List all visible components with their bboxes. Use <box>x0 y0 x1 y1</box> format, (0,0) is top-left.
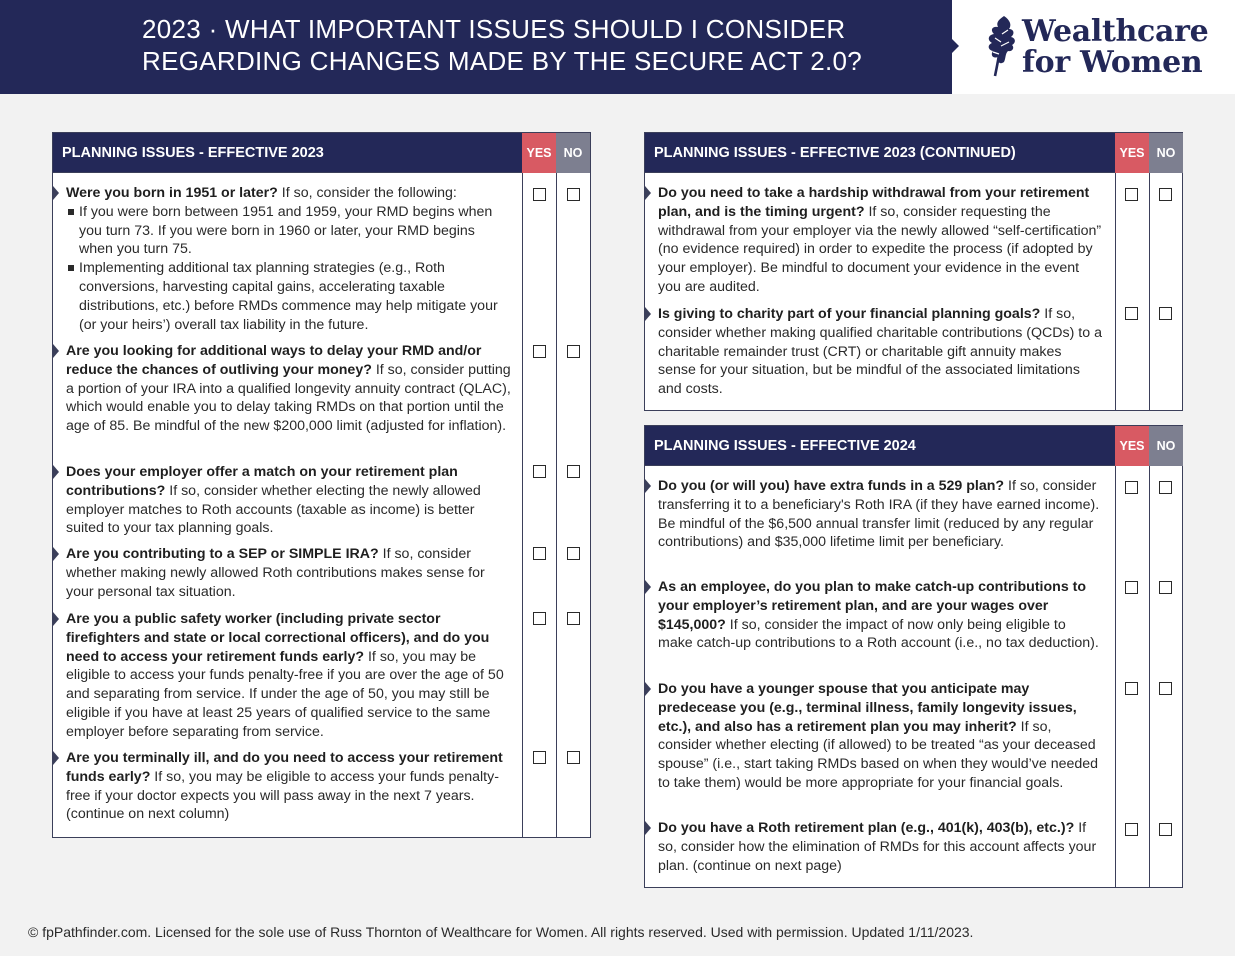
panel-effective-2023-continued <box>644 132 1183 411</box>
no-column-header: NO <box>1149 133 1183 173</box>
page-title-line-1: 2023 · WHAT IMPORTANT ISSUES SHOULD I CONSIDER <box>142 14 846 44</box>
question-arrow-icon <box>53 465 59 479</box>
question-hardship-withdrawal <box>658 184 1103 297</box>
yes-checkbox[interactable] <box>1125 823 1138 836</box>
question-heading: Are you looking for additional ways to delay your RMD and/or reduce the chances of outliving your money? <box>66 343 482 378</box>
column-divider <box>1149 173 1150 410</box>
yes-checkbox[interactable] <box>1125 481 1138 494</box>
column-divider <box>1115 173 1116 410</box>
question-public-safety-worker <box>66 610 511 742</box>
list-item: Implementing additional tax planning strategies (e.g., Roth conversions, harvesting capital gains, accelerating taxable distributions, etc.) before RMDs commence may help mitigate your (or your heirs’) overall tax liability in the future. <box>66 259 511 334</box>
question-text: If so, consider putting a portion of your IRA into a qualified longevity annuity contract (QLAC), which would enable you to delay taking RMDs on that portion until the age of 85. Be mindful of the new $200,000 limit (adjusted for inflation). <box>66 361 511 435</box>
question-arrow-icon <box>53 751 59 765</box>
question-heading: As an employee, do you plan to make catch-up contributions to your employer’s retirement plan, and are your wages over $145,000? <box>658 579 1087 633</box>
no-checkbox[interactable] <box>1159 188 1172 201</box>
column-divider <box>1115 466 1116 887</box>
panel-effective-2024 <box>644 425 1183 888</box>
yes-column-header: YES <box>522 133 556 173</box>
yes-column-header: YES <box>1115 133 1149 173</box>
question-employer-match <box>66 463 511 538</box>
question-text: If so, consider whether electing the newly allowed employer matches to Roth accounts (taxable as income) is better suited to your tax planning goals. <box>66 482 481 537</box>
yes-checkbox[interactable] <box>533 345 546 358</box>
question-arrow-icon <box>645 821 651 835</box>
panel-header <box>645 426 1182 466</box>
yes-checkbox[interactable] <box>1125 307 1138 320</box>
question-arrow-icon <box>645 682 651 696</box>
panel-title: PLANNING ISSUES - EFFECTIVE 2023 (CONTINUED) <box>654 145 1016 161</box>
question-catch-up-contributions <box>658 578 1103 653</box>
panel-title: PLANNING ISSUES - EFFECTIVE 2023 <box>62 145 324 161</box>
yes-checkbox[interactable] <box>533 188 546 201</box>
question-heading: Do you (or will you) have extra funds in a 529 plan? <box>658 478 1005 494</box>
header-arrow <box>952 39 959 53</box>
question-charity <box>658 305 1103 399</box>
logo-wordmark <box>1022 16 1208 78</box>
question-text: If so, consider the impact of now only being eligible to make catch-up contributions to a Roth account (i.e., no tax deduction). <box>658 616 1099 652</box>
question-text: If so, consider requesting the withdrawal from your employer via the newly allowed “self-certification” (no evidence required) in order to expedite the process (if adopted by your employer). Be mindful to document your evidence in the event you are audited. <box>658 203 1102 295</box>
question-text: If so, consider whether making newly allowed Roth contributions makes sense for your personal tax situation. <box>66 546 485 600</box>
oak-leaf-icon <box>984 14 1020 80</box>
question-arrow-icon <box>645 307 651 321</box>
question-heading: Do you have a younger spouse that you anticipate may predecease you (e.g., terminal illness, family longevity issues, etc.), and also has a retirement plan you may inherit? <box>658 681 1077 735</box>
no-column-header: NO <box>556 133 590 173</box>
question-text: If so, consider whether electing (if allowed) to be treated “as your deceased spouse” (i.e., start taking RMDs based on when they would’ve needed to take them) would be more appropriate for your financial goals. <box>658 718 1099 791</box>
question-arrow-icon <box>53 344 59 358</box>
question-arrow-icon <box>53 547 59 561</box>
yes-checkbox[interactable] <box>1125 581 1138 594</box>
yes-checkbox[interactable] <box>533 465 546 478</box>
no-checkbox[interactable] <box>1159 581 1172 594</box>
page-header <box>0 0 1235 94</box>
company-logo <box>984 12 1224 82</box>
question-heading: Are you terminally ill, and do you need to access your retirement funds early? <box>66 750 503 785</box>
no-checkbox[interactable] <box>1159 823 1172 836</box>
no-checkbox[interactable] <box>567 612 580 625</box>
page-title <box>142 13 942 77</box>
no-checkbox[interactable] <box>1159 481 1172 494</box>
question-heading: Does your employer offer a match on your retirement plan contributions? <box>66 464 458 499</box>
question-text: If so, you may be eligible to access your funds penalty-free if you are over the age of 50 and separating from service. If under the age of 50, you may still be eligible if you have at least 25 years of qualified service to the same employer before separating from service. <box>66 648 504 740</box>
question-arrow-icon <box>645 186 651 200</box>
no-checkbox[interactable] <box>567 465 580 478</box>
question-arrow-icon <box>645 479 651 493</box>
question-terminally-ill <box>66 749 511 824</box>
question-delay-rmd <box>66 342 511 436</box>
column-divider <box>556 173 557 837</box>
question-text: If so, consider transferring it to a beneficiary's Roth IRA (if they have earned income). Be mindful of the $6,500 annual transfer limit (reduced by any regular contributions) and $35,000 lifetime limit per beneficiary. <box>658 478 1100 551</box>
question-heading: Do you need to take a hardship withdrawal from your retirement plan, and is the timing urgent? <box>658 185 1090 220</box>
no-checkbox[interactable] <box>567 547 580 560</box>
panel-header <box>53 133 590 173</box>
column-divider <box>522 173 523 837</box>
no-checkbox[interactable] <box>567 345 580 358</box>
yes-column-header: YES <box>1115 426 1149 466</box>
question-529-plan <box>658 477 1103 552</box>
no-column-header: NO <box>1149 426 1183 466</box>
no-checkbox[interactable] <box>1159 307 1172 320</box>
question-text: If so, consider how the elimination of RMDs for this account affects your plan. (continue on next page) <box>658 820 1097 874</box>
question-born-1951 <box>66 184 511 334</box>
question-arrow-icon <box>645 580 651 594</box>
yes-checkbox[interactable] <box>533 751 546 764</box>
panel-effective-2023 <box>52 132 591 838</box>
question-younger-spouse <box>658 680 1103 793</box>
question-text: If so, consider the following: <box>277 185 457 201</box>
question-arrow-icon <box>53 612 59 626</box>
list-item: If you were born between 1951 and 1959, your RMD begins when you turn 73. If you were born in 1960 or later, your RMD begins when you turn 75. <box>66 203 511 259</box>
panel-header <box>645 133 1182 173</box>
no-checkbox[interactable] <box>1159 682 1172 695</box>
page-title-line-2: REGARDING CHANGES MADE BY THE SECURE ACT 2.0? <box>142 46 863 76</box>
no-checkbox[interactable] <box>567 188 580 201</box>
question-heading: Are you contributing to a SEP or SIMPLE IRA? <box>66 546 379 562</box>
question-sep-simple-ira <box>66 545 511 601</box>
logo-line-2: for Women <box>1022 45 1203 80</box>
logo-line-1: Wealthcare <box>1022 14 1209 49</box>
question-bullet-list <box>66 203 511 335</box>
question-heading: Do you have a Roth retirement plan (e.g., 401(k), 403(b), etc.)? <box>658 820 1075 836</box>
yes-checkbox[interactable] <box>533 547 546 560</box>
yes-checkbox[interactable] <box>1125 188 1138 201</box>
question-arrow-icon <box>53 186 59 200</box>
panel-title: PLANNING ISSUES - EFFECTIVE 2024 <box>654 438 916 454</box>
column-divider <box>1149 466 1150 887</box>
question-heading: Is giving to charity part of your financial planning goals? <box>658 306 1041 322</box>
question-heading: Were you born in 1951 or later? <box>66 185 278 201</box>
question-text: If so, consider whether making qualified charitable contributions (QCDs) to a charitable remainder trust (CRT) or charitable gift annuity makes sense for your situation, but be mindful of the associated limitations and costs. <box>658 306 1102 398</box>
copyright-footer: © fpPathfinder.com. Licensed for the sole use of Russ Thornton of Wealthcare for Women. All rights reserved. Used with permission. Updated 1/11/2023. <box>28 924 974 940</box>
yes-checkbox[interactable] <box>533 612 546 625</box>
no-checkbox[interactable] <box>567 751 580 764</box>
question-roth-retirement-plan <box>658 819 1103 875</box>
yes-checkbox[interactable] <box>1125 682 1138 695</box>
question-heading: Are you a public safety worker (including private sector firefighters and state or local correctional officers), and do you need to access your retirement funds early? <box>66 611 490 665</box>
question-text: If so, you may be eligible to access your funds penalty-free if your doctor expects you will pass away in the next 7 years. (continue on next column) <box>66 768 499 823</box>
